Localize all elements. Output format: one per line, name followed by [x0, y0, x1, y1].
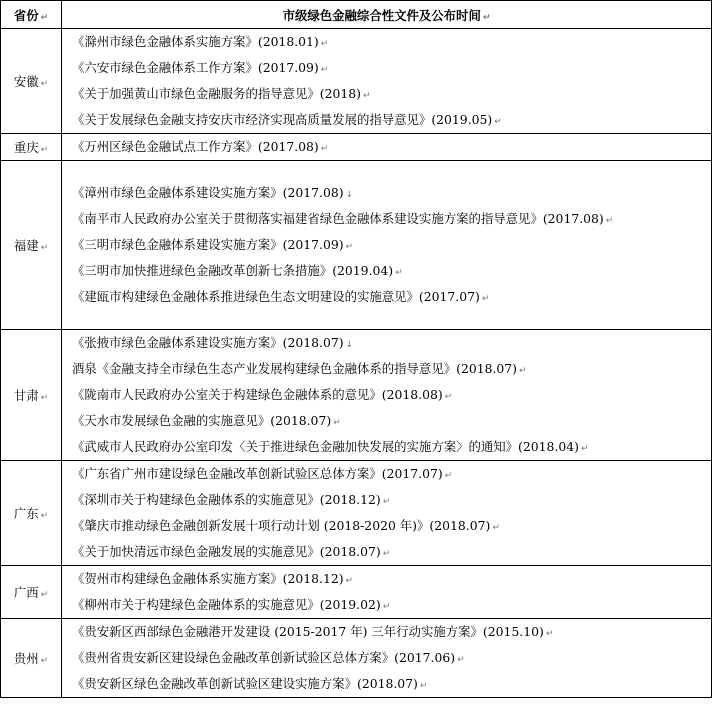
table-row — [1, 619, 712, 698]
doc-item — [62, 592, 711, 618]
province-label: 甘肃 — [13, 388, 39, 403]
table-row — [1, 461, 712, 566]
doc-text: 《关于加快清远市绿色金融发展的实施意见》(2018.07) — [72, 544, 381, 559]
paragraph-mark: ↵ — [382, 549, 391, 559]
doc-text: 《南平市人民政府办公室关于贯彻落实福建省绿色金融体系建设实施方案的指导意见》(2017.08) — [72, 211, 604, 226]
doc-text: 《深圳市关于构建绿色金融体系的实施意见》(2018.12) — [72, 492, 381, 507]
paragraph-mark: ↵ — [605, 216, 614, 226]
doc-item — [62, 645, 711, 671]
paragraph-mark: ↵ — [444, 392, 453, 402]
table-row — [1, 134, 712, 161]
doc-item — [62, 434, 711, 460]
doc-text: 《六安市绿色金融体系工作方案》(2017.09) — [72, 60, 319, 75]
docs-cell — [62, 566, 712, 619]
province-cell — [1, 461, 62, 566]
doc-text: 《建瓯市构建绿色金融体系推进绿色生态文明建设的实施意见》(2017.07) — [72, 289, 480, 304]
doc-text: 《武威市人民政府办公室印发〈关于推进绿色金融加快发展的实施方案〉的通知》(2018.04) — [72, 439, 579, 454]
doc-text: 《漳州市绿色金融体系建设实施方案》(2017.08) — [72, 185, 344, 200]
table-row — [1, 330, 712, 461]
header-docs — [62, 1, 712, 29]
paragraph-mark: ↵ — [382, 602, 391, 612]
doc-text: 《万州区绿色金融试点工作方案》(2017.08) — [72, 139, 319, 154]
header-province-label: 省份 — [13, 7, 39, 23]
doc-text: 《贵州省贵安新区建设绿色金融改革创新试验区总体方案》(2017.06) — [72, 650, 456, 665]
doc-item — [62, 356, 711, 382]
province-cell — [1, 134, 62, 161]
paragraph-mark: ↵ — [545, 629, 554, 639]
paragraph-mark: ↵ — [419, 681, 428, 691]
doc-text: 《柳州市关于构建绿色金融体系的实施意见》(2019.02) — [72, 597, 381, 612]
paragraph-mark: ↵ — [333, 418, 341, 428]
province-cell — [1, 29, 62, 134]
paragraph-mark: ↵ — [345, 576, 354, 586]
header-row — [1, 1, 712, 29]
doc-text: 《贵安新区绿色金融改革创新试验区建设实施方案》(2018.07) — [72, 676, 418, 691]
paragraph-mark: ↵ — [444, 471, 453, 481]
docs-cell — [62, 29, 712, 134]
table-row — [1, 161, 712, 330]
province-label: 广西 — [13, 585, 39, 600]
doc-item — [62, 513, 711, 539]
doc-text: 《贺州市构建绿色金融体系实施方案》(2018.12) — [72, 571, 344, 586]
doc-item — [62, 566, 711, 592]
paragraph-mark: ↵ — [395, 268, 403, 278]
province-cell — [1, 330, 62, 461]
doc-item — [62, 180, 711, 206]
cell-spacer — [62, 161, 711, 180]
doc-item — [62, 671, 711, 697]
paragraph-mark: ↵ — [382, 497, 391, 507]
doc-text: 《滁州市绿色金融体系实施方案》(2018.01) — [72, 34, 319, 49]
docs-cell — [62, 330, 712, 461]
table-row — [1, 566, 712, 619]
paragraph-mark: ↵ — [519, 366, 527, 376]
paragraph-mark: ↵ — [40, 656, 49, 666]
doc-item — [62, 330, 711, 356]
doc-text: 《广东省广州市建设绿色金融改革创新试验区总体方案》(2017.07) — [72, 466, 443, 481]
province-label: 重庆 — [13, 140, 39, 155]
line-break-mark: ↓ — [345, 190, 354, 200]
paragraph-mark: ↵ — [363, 91, 371, 101]
province-cell — [1, 161, 62, 330]
doc-item — [62, 284, 711, 310]
header-province — [1, 1, 62, 29]
paragraph-mark: ↵ — [40, 243, 49, 253]
paragraph-mark: ↵ — [457, 655, 465, 665]
docs-cell — [62, 134, 712, 161]
doc-text: 《三明市绿色金融体系建设实施方案》(2017.09) — [72, 237, 344, 252]
doc-item — [62, 107, 711, 133]
paragraph-mark: ↵ — [40, 590, 49, 600]
paragraph-mark: ↵ — [40, 79, 49, 89]
paragraph-mark: ↵ — [320, 65, 329, 75]
province-cell — [1, 566, 62, 619]
doc-text: 《肇庆市推动绿色金融创新发展十项行动计划 (2018-2020 年)》(2018.07) — [72, 518, 491, 533]
province-cell — [1, 619, 62, 698]
paragraph-mark: ↵ — [481, 294, 490, 304]
cell-spacer — [62, 310, 711, 329]
doc-text: 《天水市发展绿色金融的实施意见》(2018.07) — [72, 413, 332, 428]
paragraph-mark: ↵ — [40, 393, 49, 403]
paragraph-mark: ↵ — [482, 12, 491, 23]
paragraph-mark: ↵ — [492, 523, 500, 533]
docs-cell — [62, 619, 712, 698]
paragraph-mark: ↵ — [40, 12, 49, 23]
paragraph-mark: ↵ — [320, 144, 329, 154]
docs-cell — [62, 161, 712, 330]
doc-item — [62, 487, 711, 513]
doc-item — [62, 206, 711, 232]
doc-item — [62, 382, 711, 408]
paragraph-mark: ↵ — [40, 145, 49, 155]
doc-text: 酒泉《金融支持全市绿色生态产业发展构建绿色金融体系的指导意见》(2018.07) — [72, 361, 518, 376]
docs-cell — [62, 461, 712, 566]
paragraph-mark: ↵ — [320, 39, 329, 49]
doc-text: 《关于加强黄山市绿色金融服务的指导意见》(2018) — [72, 86, 362, 101]
table-row — [1, 29, 712, 134]
paragraph-mark: ↵ — [40, 511, 49, 521]
doc-item — [62, 619, 711, 645]
province-label: 广东 — [13, 506, 39, 521]
doc-text: 《贵安新区西部绿色金融港开发建设 (2015-2017 年) 三年行动实施方案》(2015.10) — [72, 624, 544, 639]
doc-item — [62, 55, 711, 81]
doc-item — [62, 258, 711, 284]
doc-item — [62, 408, 711, 434]
doc-item — [62, 232, 711, 258]
line-break-mark: ↓ — [345, 340, 354, 350]
doc-text: 《张掖市绿色金融体系建设实施方案》(2018.07) — [72, 335, 344, 350]
doc-item — [62, 134, 711, 160]
province-label: 福建 — [13, 238, 39, 253]
paragraph-mark: ↵ — [494, 117, 502, 127]
doc-text: 《陇南市人民政府办公室关于构建绿色金融体系的意见》(2018.08) — [72, 387, 443, 402]
header-docs-label: 市级绿色金融综合性文件及公布时间 — [282, 7, 481, 23]
doc-item — [62, 539, 711, 565]
doc-text: 《三明市加快推进绿色金融改革创新七条措施》(2019.04) — [72, 263, 394, 278]
paragraph-mark: ↵ — [345, 242, 354, 252]
paragraph-mark: ↵ — [580, 444, 589, 454]
doc-item — [62, 29, 711, 55]
doc-text: 《关于发展绿色金融支持安庆市经济实现高质量发展的指导意见》(2019.05) — [72, 112, 493, 127]
province-label: 安徽 — [13, 74, 39, 89]
province-label: 贵州 — [13, 651, 39, 666]
doc-item — [62, 81, 711, 107]
doc-item — [62, 461, 711, 487]
